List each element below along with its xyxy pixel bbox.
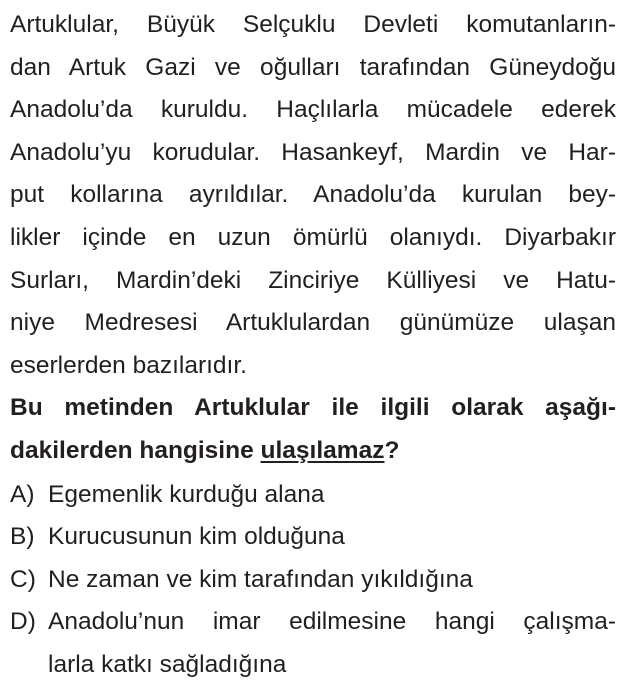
- option-letter: B): [10, 523, 35, 551]
- question-line: Bu metinden Artuklular ile ilgili olarak aşağı-: [10, 394, 616, 422]
- option-text: Ne zaman ve kim tarafından yıkıldığına: [48, 565, 473, 593]
- option-text: Kurucusunun kim olduğuna: [48, 523, 345, 551]
- passage-line: Anadolu’yu korudular. Hasankeyf, Mardin ve Har-: [10, 138, 616, 166]
- passage: [10, 4, 616, 387]
- passage-line: dan Artuk Gazi ve oğulları tarafından Güneydoğu: [10, 53, 616, 81]
- passage-line: put kollarına ayrıldılar. Anadolu’da kurulan bey-: [10, 181, 616, 209]
- answer-options: [10, 474, 616, 687]
- passage-line: likler içinde en uzun ömürlü olanıydı. Diyarbakır: [10, 223, 616, 251]
- option-letter: C): [10, 565, 36, 593]
- option-d[interactable]: [10, 601, 616, 686]
- option-letter: D): [10, 608, 36, 636]
- option-text-continuation: larla katkı sağladığına: [48, 650, 287, 678]
- passage-line: niye Medresesi Artuklulardan günümüze ulaşan: [10, 309, 616, 337]
- option-text: Egemenlik kurduğu alana: [48, 480, 325, 508]
- question-emphasis: ulaşılamaz: [260, 436, 385, 464]
- option-text: Anadolu’nun imar edilmesine hangi çalışma-: [48, 608, 616, 636]
- passage-line: Artuklular, Büyük Selçuklu Devleti komutanların-: [10, 11, 616, 38]
- option-a[interactable]: [10, 474, 616, 517]
- option-b[interactable]: [10, 516, 616, 559]
- option-letter: A): [10, 480, 35, 508]
- passage-line: eserlerden bazılarıdır.: [10, 351, 247, 379]
- passage-line: Surları, Mardin’deki Zinciriye Külliyesi ve Hatu-: [10, 266, 616, 294]
- question-mark: ?: [384, 436, 400, 464]
- passage-line: Anadolu’da kuruldu. Haçlılarla mücadele ederek: [10, 96, 616, 124]
- question-line: [10, 430, 616, 473]
- question-stem: [10, 387, 616, 472]
- option-c[interactable]: [10, 559, 616, 602]
- question-text: dakilerden hangisine: [10, 436, 261, 464]
